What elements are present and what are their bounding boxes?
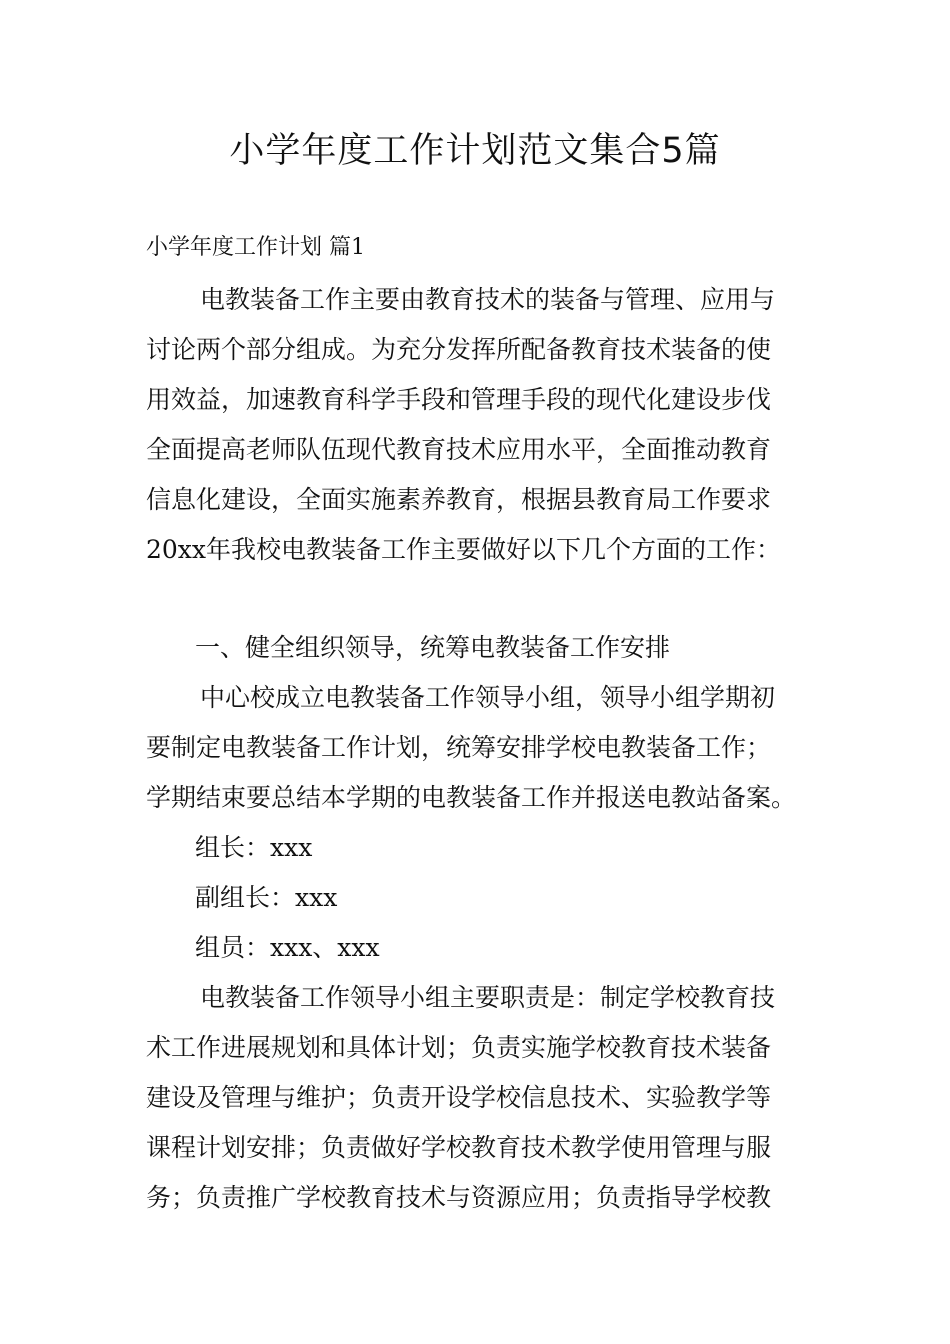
document-title: 小学年度工作计划范文集合5篇 (229, 131, 721, 171)
paragraph-3-line-4: 课程计划安排；负责做好学校教育技术教学使用管理与服 (146, 1133, 772, 1162)
paragraph-1-line-1: 电教装备工作主要由教育技术的装备与管理、应用与 (200, 285, 776, 314)
paragraph-3-line-3: 建设及管理与维护；负责开设学校信息技术、实验教学等 (146, 1083, 772, 1112)
paragraph-3-line-1: 电教装备工作领导小组主要职责是：制定学校教育技 (200, 983, 776, 1012)
paragraph-1-line-6: 20xx年我校电教装备工作主要做好以下几个方面的工作： (146, 535, 782, 564)
paragraph-1-line-4: 全面提高老师队伍现代教育技术应用水平，全面推动教育 (146, 435, 772, 464)
deputy-leader-line: 副组长：xxx (195, 883, 338, 912)
paragraph-1-line-3: 用效益，加速教育科学手段和管理手段的现代化建设步伐 (146, 385, 772, 414)
paragraph-1-line-5: 信息化建设，全面实施素养教育，根据县教育局工作要求 (146, 485, 772, 514)
members-line: 组员：xxx、xxx (195, 933, 380, 962)
paragraph-2-line-2: 要制定电教装备工作计划，统筹安排学校电教装备工作； (146, 733, 772, 762)
leader-line: 组长：xxx (195, 833, 313, 862)
section-subheading: 一、健全组织领导，统筹电教装备工作安排 (195, 633, 671, 662)
paragraph-3-line-2: 术工作进展规划和具体计划；负责实施学校教育技术装备 (146, 1033, 772, 1062)
paragraph-2-line-3: 学期结束要总结本学期的电教装备工作并报送电教站备案。 (146, 783, 797, 812)
paragraph-1-line-2: 讨论两个部分组成。为充分发挥所配备教育技术装备的使 (146, 335, 772, 364)
paragraph-3-line-5: 务；负责推广学校教育技术与资源应用；负责指导学校教 (146, 1183, 772, 1212)
paragraph-2-line-1: 中心校成立电教装备工作领导小组，领导小组学期初 (200, 683, 776, 712)
section-heading: 小学年度工作计划 篇1 (146, 235, 365, 260)
